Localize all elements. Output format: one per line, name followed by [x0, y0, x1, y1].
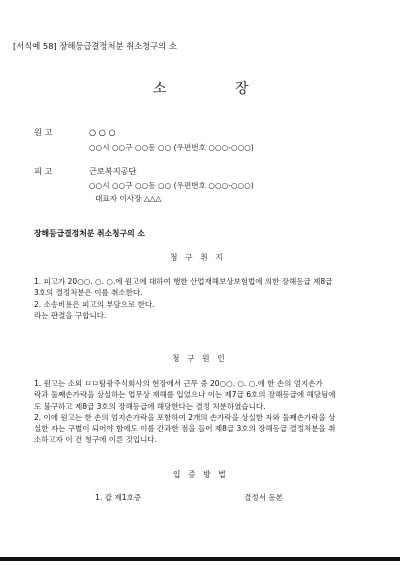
claim-cause-line: 1. 원고는 소외 ㅁㅁ탐광주식회사의 현장에서 근무 중 20○○. ○. ○.에 한 손의 엄지손가	[34, 379, 323, 388]
defendant-representative: 대표자 이사장 △△△	[95, 194, 162, 203]
defendant-label: 피 고	[34, 166, 53, 176]
evidence-heading: 입 증 방 법	[173, 470, 229, 479]
claim-cause-line: 실한 자는 구별이 되어야 함에도 이를 간과한 점을 들어 제8급 3호의 장해등급 결정처분을 취	[34, 424, 336, 434]
plaintiff-address: ○○시 ○○구 ○○동 ○○ (우편번호 ○○○-○○○)	[89, 143, 254, 152]
form-number: [서식예 58] 장해등급결정처분 취소청구의 소	[13, 41, 177, 51]
plaintiff-label: 원 고	[34, 127, 53, 137]
claim-cause-heading: 청 구 원 인	[172, 354, 228, 363]
defendant-name: 근로복지공단	[89, 166, 137, 176]
claim-cause-line: 소하고자 이 건 청구에 이른 것입니다.	[34, 435, 157, 445]
claim-purpose-line: 2. 소송비용은 피고의 부담으로 한다.	[34, 299, 155, 309]
evidence-item-label: 1. 갑 제1호증	[95, 493, 142, 502]
claim-purpose-line: 3호의 결정처분은 이를 취소한다.	[34, 288, 143, 298]
claim-cause-body	[34, 378, 335, 446]
defendant-address: ○○시 ○○구 ○○동 ○○ (우편번호 ○○○-○○○)	[89, 181, 254, 190]
case-title: 장해등급결정처분 취소청구의 소	[34, 229, 145, 238]
claim-purpose-line: 1. 피고가 20○○. ○. ○.에 원고에 대하여 행한 산업재해보상보험법에 의한 장해등급 제8급	[34, 277, 333, 286]
plaintiff-name: ○ ○ ○	[89, 127, 116, 137]
document-title-char-2: 장	[235, 81, 249, 97]
document-title-char-1: 소	[153, 81, 167, 97]
claim-cause-line: 락과 둘째손가락을 상실하는 업무상 재해를 입었으나 이는 제7급 6호의 장해등급에 해당됨에	[34, 390, 336, 400]
evidence-item-value: 결정서 등본	[244, 493, 284, 502]
claim-purpose-heading: 청 구 취 지	[170, 253, 226, 262]
claim-purpose-body	[34, 276, 332, 321]
bottom-border	[0, 557, 400, 561]
claim-purpose-line: 라는 판결을 구합니다.	[34, 310, 107, 320]
claim-cause-line: 2. 이에 원고는 한 손의 엄지손가락을 포함하여 2개의 손가락을 상실한 자와 둘째손가락을 상	[34, 412, 336, 422]
claim-cause-line: 도 불구하고 제8급 3호의 장해등급에 해당한다는 결정 처분하였습니다.	[34, 401, 266, 411]
